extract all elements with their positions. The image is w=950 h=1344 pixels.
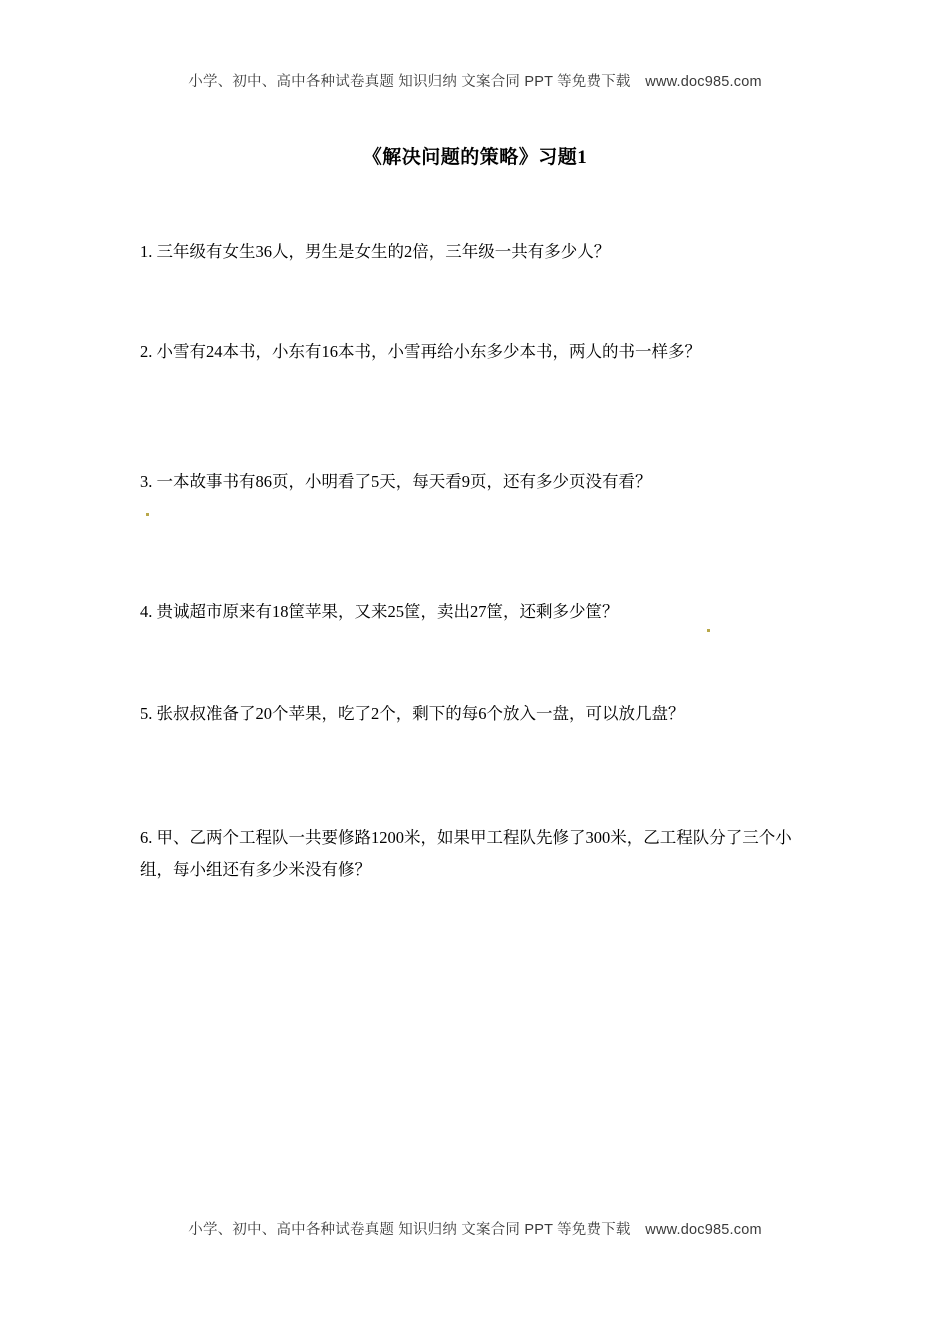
question-item-4: 4. 贵诚超市原来有18筐苹果，又来25筐，卖出27筐，还剩多少筐？ xyxy=(140,602,619,621)
question-list xyxy=(140,236,820,886)
question-item-1: 1. 三年级有女生36人，男生是女生的2倍，三年级一共有多少人？ xyxy=(140,242,611,261)
answer-space-4 xyxy=(140,628,820,698)
question-item-5: 5. 张叔叔准备了20个苹果，吃了2个，剩下的每6个放入一盘，可以放几盘？ xyxy=(140,704,685,723)
answer-space-3 xyxy=(140,498,820,596)
answer-space-5 xyxy=(140,730,820,822)
stray-mark-icon xyxy=(146,513,149,516)
answer-space-2 xyxy=(140,368,820,466)
stray-mark-icon xyxy=(707,629,710,632)
page-title: 《解决问题的策略》习题1 xyxy=(362,147,588,168)
footer-watermark-note: 小学、初中、高中各种试卷真题 知识归纳 文案合同 PPT 等免费下载 www.doc985.com xyxy=(188,1222,762,1238)
question-item-3: 3. 一本故事书有86页，小明看了5天，每天看9页，还有多少页没有看？ xyxy=(140,472,652,491)
header-watermark-note: 小学、初中、高中各种试卷真题 知识归纳 文案合同 PPT 等免费下载 www.doc985.com xyxy=(188,74,762,90)
question-item-2: 2. 小雪有24本书，小东有16本书，小雪再给小东多少本书，两人的书一样多？ xyxy=(140,342,701,361)
answer-space-1 xyxy=(140,268,820,336)
question-item-6: 6. 甲、乙两个工程队一共要修路1200米，如果甲工程队先修了300米，乙工程队分了三个小组，每小组还有多少米没有修？ xyxy=(140,828,792,879)
